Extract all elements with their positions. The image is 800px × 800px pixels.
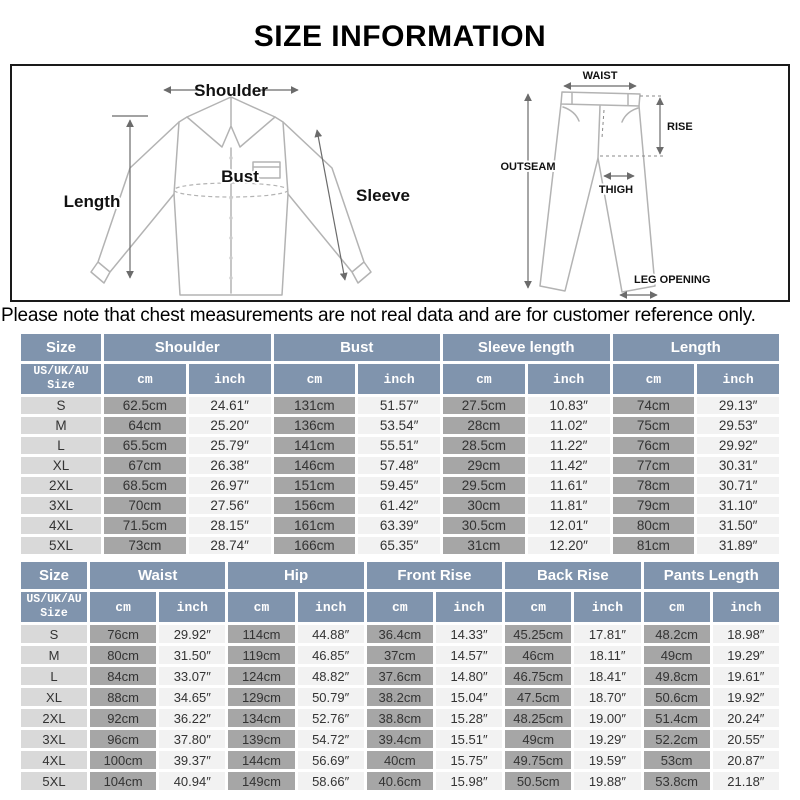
- inch-unit-header: inch: [436, 592, 502, 622]
- cm-value-cell: 146cm: [274, 457, 356, 474]
- waist-label: WAIST: [582, 70, 618, 82]
- inch-value-cell: 15.28″: [436, 709, 502, 727]
- inch-value-cell: 19.00″: [574, 709, 640, 727]
- cm-value-cell: 47.5cm: [505, 688, 571, 706]
- cm-value-cell: 64cm: [104, 417, 186, 434]
- inch-value-cell: 30.31″: [697, 457, 779, 474]
- cm-value-cell: 141cm: [274, 437, 356, 454]
- cm-value-cell: 51.4cm: [644, 709, 710, 727]
- inch-value-cell: 18.70″: [574, 688, 640, 706]
- cm-value-cell: 53.8cm: [644, 772, 710, 790]
- inch-value-cell: 18.41″: [574, 667, 640, 685]
- size-cell: XL: [21, 688, 87, 706]
- cm-value-cell: 96cm: [90, 730, 156, 748]
- cm-value-cell: 119cm: [228, 646, 294, 664]
- page-title: SIZE INFORMATION: [253, 20, 547, 53]
- size-column-header: Size: [21, 562, 87, 589]
- inch-value-cell: 29.92″: [159, 625, 225, 643]
- outseam-label: OUTSEAM: [500, 161, 556, 173]
- inch-value-cell: 59.45″: [358, 477, 440, 494]
- cm-value-cell: 49cm: [505, 730, 571, 748]
- size-cell: 4XL: [21, 751, 87, 769]
- size-cell: S: [21, 397, 101, 414]
- measure-column-header: Sleeve length: [443, 334, 610, 361]
- cm-value-cell: 65.5cm: [104, 437, 186, 454]
- cm-value-cell: 129cm: [228, 688, 294, 706]
- size-cell: XL: [21, 457, 101, 474]
- inch-value-cell: 51.57″: [358, 397, 440, 414]
- inch-value-cell: 40.94″: [159, 772, 225, 790]
- cm-value-cell: 74cm: [613, 397, 695, 414]
- sleeve-measure-arrow: [317, 130, 345, 280]
- measure-column-header: Shoulder: [104, 334, 271, 361]
- inch-value-cell: 11.42″: [528, 457, 610, 474]
- inch-value-cell: 28.74″: [189, 537, 271, 554]
- inch-value-cell: 20.87″: [713, 751, 779, 769]
- inch-value-cell: 26.38″: [189, 457, 271, 474]
- cm-value-cell: 161cm: [274, 517, 356, 534]
- inch-value-cell: 46.85″: [298, 646, 364, 664]
- cm-unit-header: cm: [228, 592, 294, 622]
- inch-value-cell: 55.51″: [358, 437, 440, 454]
- inch-value-cell: 61.42″: [358, 497, 440, 514]
- inch-value-cell: 15.75″: [436, 751, 502, 769]
- cm-value-cell: 36.4cm: [367, 625, 433, 643]
- cm-value-cell: 81cm: [613, 537, 695, 554]
- table-row: [21, 667, 779, 685]
- cm-value-cell: 71.5cm: [104, 517, 186, 534]
- size-cell: M: [21, 646, 87, 664]
- cm-value-cell: 80cm: [90, 646, 156, 664]
- inch-value-cell: 39.37″: [159, 751, 225, 769]
- measure-column-header: Hip: [228, 562, 363, 589]
- cm-value-cell: 70cm: [104, 497, 186, 514]
- group-header-row: [21, 562, 779, 589]
- inch-value-cell: 31.50″: [159, 646, 225, 664]
- inch-value-cell: 58.66″: [298, 772, 364, 790]
- inch-unit-header: inch: [298, 592, 364, 622]
- inch-value-cell: 11.02″: [528, 417, 610, 434]
- cm-value-cell: 38.2cm: [367, 688, 433, 706]
- inch-value-cell: 14.33″: [436, 625, 502, 643]
- size-cell: 2XL: [21, 709, 87, 727]
- cm-value-cell: 30.5cm: [443, 517, 525, 534]
- cm-value-cell: 73cm: [104, 537, 186, 554]
- size-cell: 4XL: [21, 517, 101, 534]
- inch-value-cell: 25.79″: [189, 437, 271, 454]
- inch-unit-header: inch: [713, 592, 779, 622]
- measure-column-header: Front Rise: [367, 562, 502, 589]
- cm-value-cell: 31cm: [443, 537, 525, 554]
- inch-value-cell: 18.98″: [713, 625, 779, 643]
- measure-column-header: Waist: [90, 562, 225, 589]
- cm-value-cell: 136cm: [274, 417, 356, 434]
- cm-value-cell: 46cm: [505, 646, 571, 664]
- inch-value-cell: 36.22″: [159, 709, 225, 727]
- measure-column-header: Bust: [274, 334, 441, 361]
- cm-value-cell: 134cm: [228, 709, 294, 727]
- table-row: [21, 646, 779, 664]
- cm-value-cell: 149cm: [228, 772, 294, 790]
- unit-header-row: [21, 364, 779, 394]
- inch-value-cell: 19.59″: [574, 751, 640, 769]
- inch-value-cell: 19.61″: [713, 667, 779, 685]
- inch-value-cell: 28.15″: [189, 517, 271, 534]
- cm-value-cell: 80cm: [613, 517, 695, 534]
- cm-unit-header: cm: [443, 364, 525, 394]
- inch-value-cell: 15.98″: [436, 772, 502, 790]
- cm-value-cell: 29cm: [443, 457, 525, 474]
- inch-value-cell: 29.13″: [697, 397, 779, 414]
- cm-value-cell: 52.2cm: [644, 730, 710, 748]
- cm-value-cell: 100cm: [90, 751, 156, 769]
- cm-value-cell: 114cm: [228, 625, 294, 643]
- inch-value-cell: 50.79″: [298, 688, 364, 706]
- size-cell: 2XL: [21, 477, 101, 494]
- cm-value-cell: 53cm: [644, 751, 710, 769]
- inch-value-cell: 21.18″: [713, 772, 779, 790]
- inch-value-cell: 18.11″: [574, 646, 640, 664]
- table-row: [21, 437, 779, 454]
- cm-value-cell: 67cm: [104, 457, 186, 474]
- cm-value-cell: 75cm: [613, 417, 695, 434]
- cm-value-cell: 76cm: [90, 625, 156, 643]
- table-row: [21, 457, 779, 474]
- inch-unit-header: inch: [528, 364, 610, 394]
- shirt-measurement-diagram: [12, 66, 464, 300]
- cm-value-cell: 49.8cm: [644, 667, 710, 685]
- inch-value-cell: 65.35″: [358, 537, 440, 554]
- cm-value-cell: 131cm: [274, 397, 356, 414]
- size-standard-header: US/UK/AU Size: [21, 592, 87, 622]
- inch-value-cell: 15.04″: [436, 688, 502, 706]
- size-cell: L: [21, 667, 87, 685]
- cm-value-cell: 39.4cm: [367, 730, 433, 748]
- cm-value-cell: 40.6cm: [367, 772, 433, 790]
- inch-value-cell: 27.56″: [189, 497, 271, 514]
- inch-value-cell: 48.82″: [298, 667, 364, 685]
- inch-unit-header: inch: [574, 592, 640, 622]
- size-cell: M: [21, 417, 101, 434]
- cm-value-cell: 37cm: [367, 646, 433, 664]
- reference-note: Please note that chest measurements are not real data and are for customer reference only.: [1, 305, 756, 326]
- inch-value-cell: 24.61″: [189, 397, 271, 414]
- pants-legs-outline: [540, 104, 655, 292]
- pants-left-pocket: [563, 107, 579, 121]
- inch-value-cell: 29.53″: [697, 417, 779, 434]
- table-row: [21, 537, 779, 554]
- inch-value-cell: 17.81″: [574, 625, 640, 643]
- group-header-row: [21, 334, 779, 361]
- table-row: [21, 772, 779, 790]
- inch-value-cell: 52.76″: [298, 709, 364, 727]
- inch-value-cell: 57.48″: [358, 457, 440, 474]
- shoulder-label: Shoulder: [194, 81, 268, 100]
- cm-value-cell: 124cm: [228, 667, 294, 685]
- inch-value-cell: 44.88″: [298, 625, 364, 643]
- pants-zipper-line: [602, 110, 604, 138]
- cm-value-cell: 27.5cm: [443, 397, 525, 414]
- cm-value-cell: 77cm: [613, 457, 695, 474]
- table-row: [21, 625, 779, 643]
- cm-value-cell: 79cm: [613, 497, 695, 514]
- cm-value-cell: 38.8cm: [367, 709, 433, 727]
- size-column-header: Size: [21, 334, 101, 361]
- inch-value-cell: 31.89″: [697, 537, 779, 554]
- inch-value-cell: 25.20″: [189, 417, 271, 434]
- inch-value-cell: 20.55″: [713, 730, 779, 748]
- table-row: [21, 730, 779, 748]
- inch-value-cell: 31.10″: [697, 497, 779, 514]
- cm-value-cell: 144cm: [228, 751, 294, 769]
- inch-value-cell: 34.65″: [159, 688, 225, 706]
- inch-value-cell: 12.01″: [528, 517, 610, 534]
- pants-right-pocket: [622, 108, 638, 122]
- cm-value-cell: 45.25cm: [505, 625, 571, 643]
- inch-value-cell: 26.97″: [189, 477, 271, 494]
- cm-value-cell: 50.6cm: [644, 688, 710, 706]
- cm-value-cell: 48.25cm: [505, 709, 571, 727]
- bust-label: Bust: [221, 167, 259, 186]
- inch-value-cell: 54.72″: [298, 730, 364, 748]
- table-row: [21, 497, 779, 514]
- cm-value-cell: 166cm: [274, 537, 356, 554]
- inch-value-cell: 12.20″: [528, 537, 610, 554]
- pants-size-table: [18, 559, 782, 793]
- inch-value-cell: 11.81″: [528, 497, 610, 514]
- size-cell: 5XL: [21, 772, 87, 790]
- size-cell: 3XL: [21, 497, 101, 514]
- cm-value-cell: 78cm: [613, 477, 695, 494]
- cm-unit-header: cm: [505, 592, 571, 622]
- size-cell: 5XL: [21, 537, 101, 554]
- cm-value-cell: 49cm: [644, 646, 710, 664]
- inch-unit-header: inch: [358, 364, 440, 394]
- unit-header-row: [21, 592, 779, 622]
- inch-value-cell: 14.80″: [436, 667, 502, 685]
- cm-value-cell: 48.2cm: [644, 625, 710, 643]
- measure-column-header: Pants Length: [644, 562, 780, 589]
- inch-value-cell: 53.54″: [358, 417, 440, 434]
- cm-value-cell: 29.5cm: [443, 477, 525, 494]
- measure-column-header: Back Rise: [505, 562, 640, 589]
- inch-value-cell: 10.83″: [528, 397, 610, 414]
- inch-unit-header: inch: [697, 364, 779, 394]
- cm-unit-header: cm: [104, 364, 186, 394]
- cm-value-cell: 50.5cm: [505, 772, 571, 790]
- size-cell: L: [21, 437, 101, 454]
- cm-value-cell: 49.75cm: [505, 751, 571, 769]
- cm-unit-header: cm: [613, 364, 695, 394]
- cm-value-cell: 28cm: [443, 417, 525, 434]
- pants-fly-line: [598, 106, 600, 158]
- cm-value-cell: 104cm: [90, 772, 156, 790]
- inch-value-cell: 19.29″: [574, 730, 640, 748]
- cm-value-cell: 88cm: [90, 688, 156, 706]
- inch-value-cell: 63.39″: [358, 517, 440, 534]
- sleeve-label: Sleeve: [356, 186, 410, 205]
- thigh-label: THIGH: [598, 184, 634, 196]
- inch-value-cell: 33.07″: [159, 667, 225, 685]
- table-row: [21, 517, 779, 534]
- cm-value-cell: 37.6cm: [367, 667, 433, 685]
- inch-value-cell: 14.57″: [436, 646, 502, 664]
- inch-value-cell: 31.50″: [697, 517, 779, 534]
- table-row: [21, 709, 779, 727]
- inch-value-cell: 11.61″: [528, 477, 610, 494]
- cm-value-cell: 92cm: [90, 709, 156, 727]
- size-cell: S: [21, 625, 87, 643]
- inch-value-cell: 29.92″: [697, 437, 779, 454]
- inch-value-cell: 19.29″: [713, 646, 779, 664]
- cm-unit-header: cm: [90, 592, 156, 622]
- cm-value-cell: 28.5cm: [443, 437, 525, 454]
- size-standard-header: US/UK/AU Size: [21, 364, 101, 394]
- cm-value-cell: 46.75cm: [505, 667, 571, 685]
- table-row: [21, 688, 779, 706]
- length-label: Length: [63, 192, 121, 211]
- table-row: [21, 417, 779, 434]
- cm-unit-header: cm: [274, 364, 356, 394]
- inch-value-cell: 56.69″: [298, 751, 364, 769]
- cm-value-cell: 68.5cm: [104, 477, 186, 494]
- inch-value-cell: 11.22″: [528, 437, 610, 454]
- inch-value-cell: 20.24″: [713, 709, 779, 727]
- table-row: [21, 751, 779, 769]
- pants-measurement-diagram: [464, 66, 788, 300]
- inch-unit-header: inch: [159, 592, 225, 622]
- inch-value-cell: 30.71″: [697, 477, 779, 494]
- inch-value-cell: 37.80″: [159, 730, 225, 748]
- cm-unit-header: cm: [367, 592, 433, 622]
- leg-opening-label: LEG OPENING: [634, 274, 711, 286]
- inch-value-cell: 19.88″: [574, 772, 640, 790]
- inch-unit-header: inch: [189, 364, 271, 394]
- cm-value-cell: 84cm: [90, 667, 156, 685]
- table-row: [21, 477, 779, 494]
- cm-value-cell: 62.5cm: [104, 397, 186, 414]
- table-row: [21, 397, 779, 414]
- inch-value-cell: 19.92″: [713, 688, 779, 706]
- cm-value-cell: 30cm: [443, 497, 525, 514]
- measure-column-header: Length: [613, 334, 780, 361]
- cm-unit-header: cm: [644, 592, 710, 622]
- rise-label: RISE: [667, 121, 693, 133]
- cm-value-cell: 40cm: [367, 751, 433, 769]
- cm-value-cell: 139cm: [228, 730, 294, 748]
- inch-value-cell: 15.51″: [436, 730, 502, 748]
- measurement-diagram-box: [10, 64, 790, 302]
- size-cell: 3XL: [21, 730, 87, 748]
- cm-value-cell: 151cm: [274, 477, 356, 494]
- cm-value-cell: 156cm: [274, 497, 356, 514]
- cm-value-cell: 76cm: [613, 437, 695, 454]
- shirt-size-table: [18, 331, 782, 557]
